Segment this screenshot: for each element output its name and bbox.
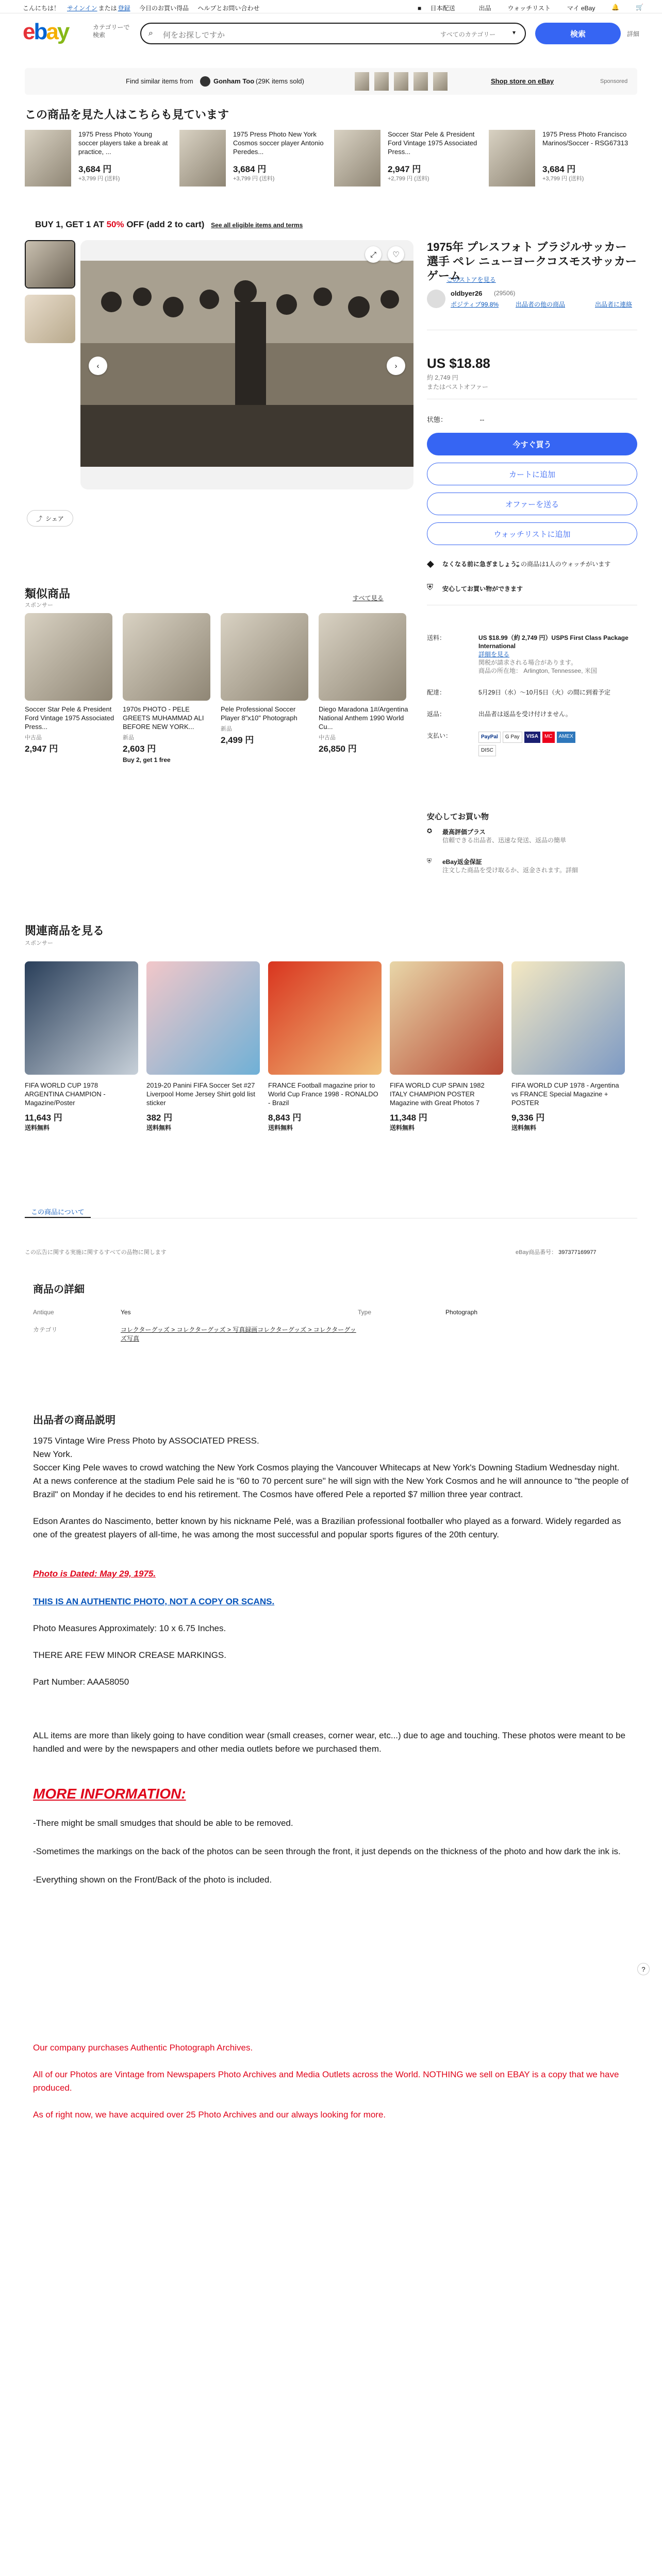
similar-title: 類似商品	[25, 587, 71, 600]
thumbnail-2[interactable]	[25, 295, 75, 343]
help-link[interactable]: ヘルプとお問い合わせ	[197, 5, 260, 12]
shipping-location: 商品の所在地： Arlington, Tennessee, 米国	[478, 667, 597, 674]
condition-label: 状態：	[427, 416, 448, 423]
condition-value: --	[479, 416, 485, 423]
contact-seller-link[interactable]: 出品者に連絡	[595, 301, 633, 308]
promo-terms-link[interactable]: See all eligible items and terms	[211, 222, 303, 229]
item-shipping: 送料無料	[146, 1124, 172, 1131]
desc-measure: Photo Measures Approximately: 10 x 6.75 Inches.	[33, 1623, 226, 1633]
urgency-text: この商品は1人のウォッチがいます	[515, 561, 611, 568]
item-image	[25, 613, 112, 701]
visa-icon: VISA	[524, 732, 540, 743]
item-title: FIFA WORLD CUP 1978 ARGENTINA CHAMPION - Magazine/Poster	[25, 1081, 106, 1107]
item-image	[489, 130, 535, 187]
deal-badge: Buy 2, get 1 free	[123, 756, 171, 764]
discover-icon: DISC	[478, 745, 496, 756]
shipping-value: US $18.99（約 2,749 円）USPS First Class Package International	[478, 634, 628, 650]
shield-check-icon: ⛨	[427, 857, 432, 865]
best-offer-note: またはベストオファー	[427, 383, 489, 391]
list-item[interactable]	[179, 130, 329, 192]
share-button[interactable]	[27, 510, 73, 527]
cart-icon[interactable]: 🛒	[636, 4, 644, 11]
list-item[interactable]	[511, 961, 625, 1132]
banner-seller: Gonham Too	[213, 77, 255, 85]
flag-icon: ■	[418, 5, 422, 12]
store-avatar	[200, 76, 210, 87]
item-shipping: +2,799 円 (送料)	[388, 176, 429, 182]
item-price: 2,499 円	[221, 735, 254, 745]
shipping-note: 関税が請求される場合があります。	[478, 659, 577, 666]
item-title: 1970s PHOTO - PELE GREETS MUHAMMAD ALI BEFORE NEW YORK...	[123, 705, 204, 731]
item-price: 3,684 円	[542, 164, 576, 174]
promo-pct: 50%	[106, 219, 124, 229]
previous-image-icon[interactable]: ‹	[89, 357, 107, 375]
shipping-block	[427, 634, 637, 756]
seller-count: (29506)	[494, 290, 516, 297]
item-price: 382 円	[146, 1113, 173, 1123]
avatar	[427, 290, 445, 308]
badge-icon: ✪	[427, 827, 433, 835]
banner-thumb	[355, 72, 369, 91]
item-image	[319, 613, 406, 701]
shipping-details-link[interactable]: 詳細を見る	[478, 651, 510, 658]
banner-thumb	[394, 72, 408, 91]
delivery-row	[427, 688, 637, 697]
desc-line: 1975 Vintage Wire Press Photo by ASSOCIATED PRESS.	[33, 1436, 259, 1446]
item-image	[511, 961, 625, 1075]
item-price: 9,336 円	[511, 1113, 545, 1123]
item-image	[25, 961, 138, 1075]
details-row	[33, 1309, 637, 1325]
item-title: 1975 Press Photo Francisco Marinos/Soccer - RSG67313	[542, 130, 628, 147]
shield-icon: ⛨	[427, 583, 434, 592]
item-shipping: +3,799 円 (送料)	[233, 176, 275, 182]
item-shipping: 送料無料	[390, 1124, 415, 1131]
seller-feedback[interactable]: ポジティブ99.8%	[451, 301, 499, 308]
item-title: Diego Maradona 1#/Argentina National Anthem 1990 World Cu...	[319, 705, 408, 731]
item-title: 2019-20 Panini FIFA Soccer Set #27 Liverpool Home Jersey Shirt gold list sticker	[146, 1081, 255, 1107]
trust-title: 安心してお買い物	[427, 812, 489, 821]
returns-value: 出品者は返品を受け付けません。	[478, 710, 572, 718]
item-shipping: 送料無料	[268, 1124, 293, 1131]
main-image[interactable]	[80, 240, 413, 489]
next-image-icon[interactable]: ›	[387, 357, 405, 375]
item-price: 2,603 円	[123, 744, 156, 754]
list-item[interactable]	[268, 961, 382, 1132]
item-price: 3,684 円	[78, 164, 112, 174]
category-select[interactable]: すべてのカテゴリー	[440, 31, 496, 38]
banner-seller-meta: (29K items sold)	[256, 77, 304, 85]
desc-authentic: THIS IS AN AUTHENTIC PHOTO, NOT A COPY OR SCANS.	[33, 1597, 275, 1606]
urgency-title: なくなる前に急ぎましょう。	[442, 561, 523, 568]
desc-more-line: -Everything shown on the Front/Back of the photo is included.	[33, 1875, 272, 1885]
related-title: 関連商品を見る	[25, 924, 105, 937]
item-shipping: +3,799 円 (送料)	[78, 176, 120, 182]
item-image	[390, 961, 503, 1075]
list-item[interactable]	[334, 130, 484, 192]
tab-about[interactable]: この商品について	[25, 1204, 91, 1218]
chevron-down-icon: ▾	[512, 29, 516, 36]
desc-creases: THERE ARE FEW MINOR CREASE MARKINGS.	[33, 1650, 226, 1660]
description-title: 出品者の商品説明	[33, 1415, 115, 1426]
category-breadcrumb[interactable]: コレクターグッズ > コレクターグッズ > 写真録画コレクターグッズ > コレクターグッズ写真	[121, 1326, 356, 1342]
help-icon[interactable]: ?	[637, 1963, 650, 1975]
description-body	[33, 1434, 629, 2122]
thumbnail-1[interactable]	[25, 240, 75, 289]
related-sponsored: スポンサー	[25, 940, 53, 946]
favorite-heart-icon[interactable]: ♡	[388, 246, 404, 263]
greeting-text: こんにちは！	[23, 5, 60, 12]
amex-icon: AMEX	[557, 732, 575, 743]
desc-paragraph: Edson Arantes do Nascimento, better known by his nickname Pelé, was a Brazilian professional footballer who played as a forward. Widely regarded as one of the greatest players of all-time, he was among the most successful and popular sports figures of the 20th century.	[33, 1516, 621, 1539]
expand-icon[interactable]: ⤢	[365, 246, 382, 263]
secure-text: 安心してお買い物ができます	[442, 585, 523, 592]
list-item[interactable]	[489, 130, 637, 192]
product-title: 1975年 プレスフォト ブラジルサッカー選手 ペレ ニューヨークコスモスサッカー ゲーム	[427, 241, 637, 282]
list-item[interactable]	[25, 613, 118, 754]
item-shipping: 送料無料	[25, 1124, 50, 1131]
delivery-label: 配達：	[427, 689, 446, 696]
item-price: 2,947 円	[388, 164, 421, 174]
topbar-right	[418, 4, 651, 12]
item-title: FIFA WORLD CUP SPAIN 1982 ITALY CHAMPION POSTER Magazine with Great Photos 7	[390, 1081, 485, 1107]
details-key: Antique	[33, 1309, 54, 1316]
item-shipping: +3,799 円 (送料)	[542, 176, 584, 182]
list-item[interactable]	[146, 961, 260, 1132]
search-button[interactable]: 検索	[535, 23, 621, 44]
item-title: 1975 Press Photo Young soccer players take a break at practice, ...	[78, 130, 168, 156]
similar-see-all[interactable]: すべて見る	[353, 595, 384, 602]
delivery-value: 5月29日（水）～10月5日（火）の間に到着予定	[478, 689, 611, 696]
item-price: 2,947 円	[25, 744, 58, 754]
search-icon: ⌕	[148, 29, 153, 38]
desc-more-info: MORE INFORMATION:	[33, 1786, 186, 1802]
buy-now-button[interactable]: 今すぐ買う	[427, 433, 637, 455]
item-title: FRANCE Football magazine prior to World Cup France 1998 - RONALDO - Brazil	[268, 1081, 378, 1107]
product-price: US $18.88	[427, 355, 490, 371]
shipping-row	[427, 634, 637, 675]
item-meta-right	[516, 1248, 597, 1256]
shop-store-link[interactable]: Shop store on eBay	[491, 77, 554, 85]
item-price: 3,684 円	[233, 164, 267, 174]
approx-price: 約 2,749 円	[427, 374, 458, 381]
item-shipping: 送料無料	[511, 1124, 537, 1131]
advanced-search-link[interactable]: 詳細	[627, 30, 640, 38]
item-title: Soccer Star Pele & President Ford Vintage 1975 Associated Press...	[25, 705, 114, 731]
trust-line-2-text: 注文した商品を受け取るか、返金されます。詳細	[442, 867, 578, 874]
item-image	[334, 130, 380, 187]
promo-prefix: BUY 1, GET 1 AT	[35, 219, 107, 229]
item-number: 397377169977	[558, 1249, 597, 1256]
item-condition: 中古品	[25, 735, 42, 741]
flame-icon: ◆	[427, 558, 434, 569]
watchlist-link[interactable]: ウォッチリスト	[507, 5, 551, 12]
ship-to[interactable]	[418, 4, 462, 12]
details-title: 商品の詳細	[33, 1284, 85, 1295]
returns-label: 返品：	[427, 710, 446, 718]
payments-row	[427, 732, 637, 756]
signin-link[interactable]: サインイン	[67, 5, 97, 12]
people-viewed-list	[25, 130, 637, 197]
banner-thumb	[374, 72, 389, 91]
list-item[interactable]	[319, 613, 411, 754]
banner-thumb	[413, 72, 428, 91]
item-title: 1975 Press Photo New York Cosmos soccer player Antonio Peredes...	[233, 130, 324, 156]
banner-thumbs	[355, 72, 448, 91]
item-condition: 新品	[123, 735, 134, 741]
mastercard-icon: MC	[542, 732, 555, 743]
list-item[interactable]	[390, 961, 503, 1132]
details-key: Type	[358, 1309, 372, 1316]
myebay-link[interactable]: マイ eBay	[567, 5, 595, 12]
list-item[interactable]	[25, 130, 174, 192]
item-price: 11,348 円	[390, 1113, 427, 1123]
category-shop-by[interactable]: カテゴリーで検索	[93, 24, 130, 39]
add-watchlist-button[interactable]: ウォッチリストに追加	[427, 522, 637, 545]
greeting-area	[23, 4, 267, 12]
or-text: または	[98, 5, 117, 12]
desc-paragraph: Soccer King Pele waves to crowd watching the New York Cosmos playing the Vancouver Whitecaps at New York's Downing Stadium Wednesday night. At a news conference at the stadium Pele said he is "60 to 70 percent sure" he will sign with the New York Cosmos and he will announce to "the people of Brazil" on Monday if he decides to end his retirement. The Cosmos have offered Pele a reported $7 million three year contract.	[33, 1463, 628, 1499]
item-price: 26,850 円	[319, 744, 357, 754]
main-photo	[80, 240, 413, 489]
banner-thumb	[433, 72, 448, 91]
store-link[interactable]: このストアを見る	[446, 276, 496, 283]
desc-part: Part Number: AAA58050	[33, 1677, 129, 1687]
trust-line-1-title: 最高評価プラス	[442, 828, 486, 836]
promo-suffix: OFF (add 2 to cart)	[124, 219, 205, 229]
desc-company-line: As of right now, we have acquired over 25 Photo Archives and our always looking for more.	[33, 2110, 386, 2120]
desc-line: New York.	[33, 1449, 73, 1459]
list-item[interactable]	[123, 613, 216, 764]
item-image	[221, 613, 308, 701]
gpay-icon: G Pay	[503, 732, 522, 743]
item-title: FIFA WORLD CUP 1978 - Argentina vs FRANCE Special Magazine + POSTER	[511, 1081, 619, 1107]
search-input-wrap[interactable]	[140, 23, 526, 44]
trust-line-2-title: eBay返金保証	[442, 858, 482, 866]
payment-icons	[478, 732, 582, 756]
paypal-icon: PayPal	[478, 732, 501, 743]
seller-panel	[427, 287, 637, 324]
promo-banner	[35, 219, 303, 230]
item-meta-left: この広告に関する実施に関するすべての品物に関します	[25, 1249, 167, 1256]
similar-sponsored: スポンサー	[25, 602, 53, 608]
shipping-label: 送料：	[427, 634, 446, 641]
details-table	[33, 1309, 637, 1343]
payments-label: 支払い：	[427, 732, 452, 739]
condition-row	[427, 414, 484, 424]
sell-link[interactable]: 出品	[478, 5, 491, 12]
item-image	[123, 613, 210, 701]
banner-text: Find similar items from	[126, 77, 193, 85]
item-image	[146, 961, 260, 1075]
desc-company-line: All of our Photos are Vintage from Newspapers Photo Archives and Media Outlets across the World. NOTHING we sell on EBAY is a copy that we have produced.	[33, 2070, 619, 2093]
desc-condition: ALL items are more than likely going to have condition wear (small creases, corner wear, etc...) due to age and touching. These photos were meant to be handled and were by the newspapers and other media outlets before we purchased them.	[33, 1731, 626, 1754]
desc-company-line: Our company purchases Authentic Photograph Archives.	[33, 2043, 253, 2053]
ebay-logo[interactable]: ebay	[23, 19, 69, 44]
make-offer-button[interactable]: オファーを送る	[427, 493, 637, 515]
details-key: カテゴリ	[33, 1326, 58, 1333]
item-price: 8,843 円	[268, 1113, 302, 1123]
seller-name[interactable]: oldbyer26	[451, 290, 483, 297]
related-list	[25, 961, 637, 1209]
item-condition: 中古品	[319, 735, 336, 741]
people-viewed-title: この商品を見た人はこちらも見ています	[25, 108, 229, 121]
secure-notice	[427, 583, 637, 596]
bell-icon[interactable]: 🔔	[611, 4, 620, 11]
returns-row	[427, 710, 637, 718]
similar-list	[25, 613, 417, 809]
item-condition: 新品	[221, 726, 232, 732]
urgency-notice	[427, 558, 637, 579]
item-number-label: eBay商品番号：	[516, 1249, 557, 1256]
ship-to-label: 日本配送	[430, 5, 455, 12]
search-placeholder: 何をお探しですか	[163, 31, 225, 40]
item-title: Soccer Star Pele & President Ford Vintage 1975 Associated Press...	[388, 130, 477, 156]
share-label: シェア	[45, 515, 64, 522]
sponsored-label: Sponsored	[600, 78, 628, 84]
trust-line-1-text: 信頼できる出品者、迅速な発送、返品の簡単	[442, 837, 567, 844]
item-image	[268, 961, 382, 1075]
details-value: Yes	[121, 1309, 131, 1316]
deals-link[interactable]: 今日のお買い得品	[139, 5, 189, 12]
seller-items-link[interactable]: 出品者の他の商品	[516, 301, 566, 308]
share-icon: ⤴	[36, 515, 43, 522]
desc-more-line: -There might be small smudges that should be able to be removed.	[33, 1818, 293, 1828]
item-title: Pele Professional Soccer Player 8"x10" Photograph	[221, 705, 297, 722]
list-item[interactable]	[25, 961, 138, 1132]
details-value: Photograph	[445, 1309, 478, 1316]
shipping-detail	[478, 634, 637, 675]
details-row	[33, 1325, 637, 1343]
desc-more-line: -Sometimes the markings on the back of the photos can be seen through the front, it just depends on the thickness of the photo and how dark the ink is.	[33, 1846, 621, 1856]
item-image	[179, 130, 226, 187]
store-banner[interactable]	[25, 68, 637, 95]
register-link[interactable]: 登録	[118, 5, 130, 12]
add-to-cart-button[interactable]: カートに追加	[427, 463, 637, 485]
item-price: 11,643 円	[25, 1113, 62, 1123]
top-bar	[0, 0, 662, 13]
desc-dated: Photo is Dated: May 29, 1975.	[33, 1569, 156, 1579]
list-item[interactable]	[221, 613, 313, 745]
item-image	[25, 130, 71, 187]
